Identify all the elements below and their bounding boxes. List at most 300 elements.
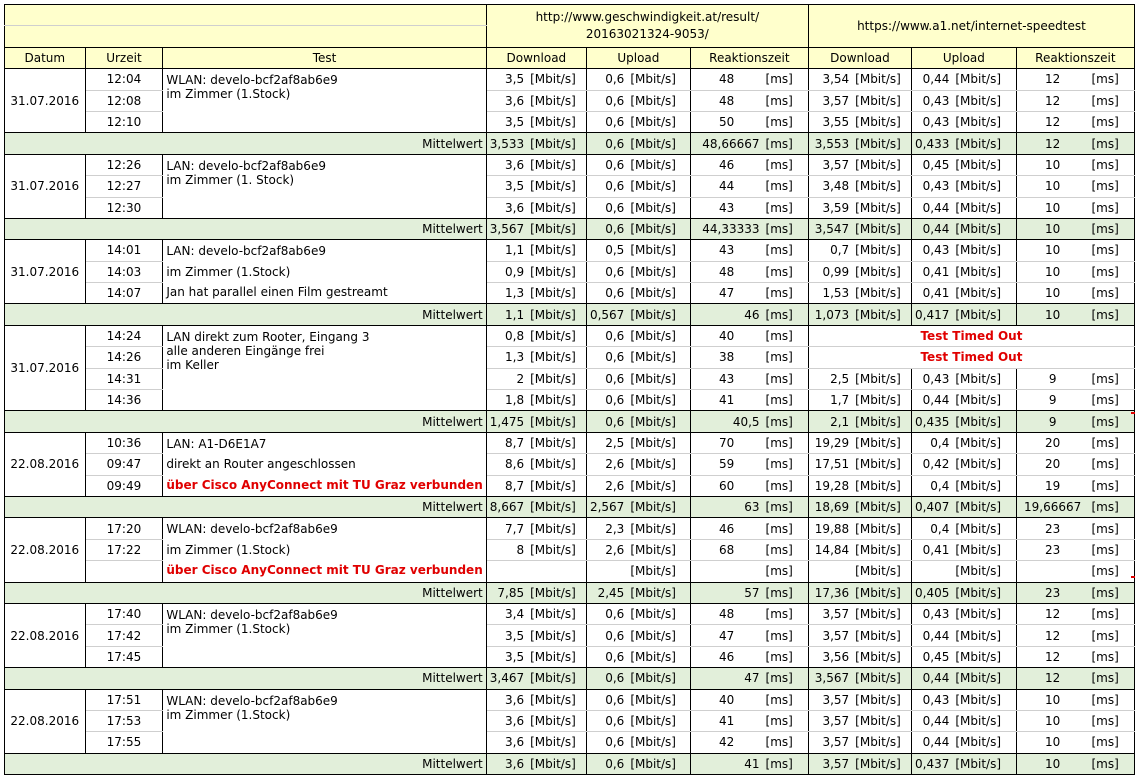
col-header-latency-a1: Reaktionszeit [1016, 47, 1134, 68]
upload-unit: [Mbit/s] [627, 240, 690, 261]
mean-a1-upload-value: 0,44 [912, 218, 953, 239]
a1-latency-unit: [ms] [1089, 90, 1135, 111]
download-unit: [Mbit/s] [527, 240, 586, 261]
a1-upload-value: 0,45 [912, 646, 953, 667]
a1-download-unit: [Mbit/s] [852, 475, 911, 496]
mean-label: Mittelwert [5, 496, 487, 517]
a1-upload-unit: [Mbit/s] [952, 90, 1016, 111]
a1-latency-value: 10 [1016, 710, 1088, 731]
a1-latency-unit: [ms] [1089, 240, 1135, 261]
test-line: LAN: develo-bcf2af8ab6e9 [166, 244, 326, 259]
upload-unit: [Mbit/s] [627, 432, 690, 453]
table-row [5, 154, 1135, 175]
a1-download-value: 3,57 [808, 90, 852, 111]
url-left-line-1: http://www.geschwindigkeit.at/result/ [535, 9, 760, 24]
mean-a1-latency-unit: [ms] [1089, 133, 1135, 154]
a1-latency-value: 12 [1016, 625, 1088, 646]
download-unit: [Mbit/s] [527, 390, 586, 411]
col-header-latency-g: Reaktionszeit [690, 47, 808, 68]
mean-a1-download-value: 3,567 [808, 668, 852, 689]
latency-unit: [ms] [763, 710, 809, 731]
latency-value: 43 [690, 368, 762, 389]
download-value: 3,5 [486, 646, 527, 667]
mean-row [5, 411, 1135, 432]
mean-upload-value: 0,6 [586, 668, 627, 689]
upload-value: 2,6 [586, 454, 627, 475]
latency-value: 59 [690, 454, 762, 475]
test-line: LAN direkt zum Rooter, Eingang 3 [166, 329, 370, 344]
a1-download-value: 3,57 [808, 625, 852, 646]
download-unit: [Mbit/s] [527, 111, 586, 132]
red-edge-mark [1131, 576, 1135, 578]
a1-upload-unit: [Mbit/s] [952, 368, 1016, 389]
upload-unit: [Mbit/s] [627, 518, 690, 539]
a1-download-unit: [Mbit/s] [852, 69, 911, 90]
download-value: 0,9 [486, 261, 527, 282]
a1-upload-value: 0,41 [912, 283, 953, 304]
upload-value: 0,6 [586, 347, 627, 368]
mean-a1-latency-unit: [ms] [1089, 218, 1135, 239]
download-unit: [Mbit/s] [527, 646, 586, 667]
a1-upload-value: 0,44 [912, 390, 953, 411]
a1-latency-unit: [ms] [1089, 154, 1135, 175]
red-edge-mark [1131, 412, 1135, 414]
a1-upload-value: 0,44 [912, 69, 953, 90]
a1-upload-unit: [Mbit/s] [952, 646, 1016, 667]
a1-download-value: 1,53 [808, 283, 852, 304]
test-line: im Zimmer (1.Stock) [166, 707, 291, 722]
upload-unit: [Mbit/s] [627, 732, 690, 753]
mean-a1-latency-unit: [ms] [1089, 411, 1135, 432]
a1-upload-value: 0,4 [912, 432, 953, 453]
a1-download-value: 3,57 [808, 732, 852, 753]
a1-upload-unit: [Mbit/s] [952, 240, 1016, 261]
upload-value: 2,3 [586, 518, 627, 539]
mean-upload-value: 0,6 [586, 753, 627, 774]
test-description [163, 325, 486, 411]
upload-value: 2,6 [586, 475, 627, 496]
a1-upload-value: 0,43 [912, 603, 953, 624]
a1-latency-value: 10 [1016, 154, 1088, 175]
a1-upload-value: 0,44 [912, 710, 953, 731]
upload-unit: [Mbit/s] [627, 646, 690, 667]
time-cell: 17:22 [85, 539, 163, 560]
mean-a1-download-unit: [Mbit/s] [852, 411, 911, 432]
a1-latency-value: 10 [1016, 689, 1088, 710]
download-unit: [Mbit/s] [527, 69, 586, 90]
mean-a1-download-value: 1,073 [808, 304, 852, 325]
a1-latency-unit: [ms] [1089, 390, 1135, 411]
mean-row [5, 753, 1135, 774]
mean-latency-value: 47 [690, 668, 762, 689]
header-columns-row [5, 47, 1135, 68]
upload-value: 0,6 [586, 646, 627, 667]
download-value: 8 [486, 539, 527, 560]
col-header-date: Datum [5, 47, 86, 68]
mean-download-unit: [Mbit/s] [527, 218, 586, 239]
a1-upload-value: 0,44 [912, 197, 953, 218]
table-row [5, 689, 1135, 710]
mean-a1-latency-value: 19,66667 [1016, 496, 1088, 517]
download-value: 3,6 [486, 154, 527, 175]
mean-download-unit: [Mbit/s] [527, 496, 586, 517]
a1-upload-value [912, 561, 953, 582]
mean-a1-upload-value: 0,435 [912, 411, 953, 432]
latency-value: 43 [690, 197, 762, 218]
upload-value: 0,6 [586, 689, 627, 710]
timeout-message: Test Timed Out [808, 325, 1134, 346]
a1-latency-value: 19 [1016, 475, 1088, 496]
upload-value: 0,6 [586, 69, 627, 90]
mean-a1-download-unit: [Mbit/s] [852, 496, 911, 517]
latency-unit: [ms] [763, 154, 809, 175]
download-value: 1,8 [486, 390, 527, 411]
a1-download-unit: [Mbit/s] [852, 197, 911, 218]
a1-upload-unit: [Mbit/s] [952, 261, 1016, 282]
a1-latency-unit: [ms] [1089, 732, 1135, 753]
latency-unit: [ms] [763, 111, 809, 132]
download-unit: [Mbit/s] [527, 347, 586, 368]
a1-latency-unit: [ms] [1089, 432, 1135, 453]
a1-download-unit: [Mbit/s] [852, 390, 911, 411]
mean-a1-upload-unit: [Mbit/s] [952, 496, 1016, 517]
a1-latency-value: 12 [1016, 111, 1088, 132]
mean-latency-value: 48,66667 [690, 133, 762, 154]
mean-download-unit: [Mbit/s] [527, 753, 586, 774]
test-line: im Zimmer (1.Stock) [166, 87, 291, 102]
a1-latency-unit: [ms] [1089, 539, 1135, 560]
latency-value: 47 [690, 283, 762, 304]
latency-value: 48 [690, 69, 762, 90]
a1-latency-unit: [ms] [1089, 689, 1135, 710]
header-blank-2 [5, 26, 487, 47]
a1-download-value: 19,88 [808, 518, 852, 539]
a1-latency-unit: [ms] [1089, 603, 1135, 624]
header-blank [5, 5, 487, 26]
a1-latency-unit: [ms] [1089, 454, 1135, 475]
time-cell: 12:10 [85, 111, 163, 132]
a1-download-unit: [Mbit/s] [852, 283, 911, 304]
upload-value: 2,6 [586, 539, 627, 560]
date-cell: 31.07.2016 [5, 154, 86, 218]
a1-latency-value: 10 [1016, 261, 1088, 282]
time-cell: 12:30 [85, 197, 163, 218]
latency-unit: [ms] [763, 261, 809, 282]
latency-unit: [ms] [763, 625, 809, 646]
download-unit: [Mbit/s] [527, 475, 586, 496]
mean-a1-latency-value: 10 [1016, 218, 1088, 239]
latency-value: 70 [690, 432, 762, 453]
mean-latency-value: 40,5 [690, 411, 762, 432]
timeout-message: Test Timed Out [808, 347, 1134, 368]
latency-unit: [ms] [763, 689, 809, 710]
upload-value: 0,6 [586, 197, 627, 218]
a1-latency-value: 12 [1016, 603, 1088, 624]
a1-upload-value: 0,43 [912, 90, 953, 111]
mean-upload-unit: [Mbit/s] [627, 496, 690, 517]
time-cell: 09:47 [85, 454, 163, 475]
date-cell: 22.08.2016 [5, 603, 86, 667]
latency-unit: [ms] [763, 390, 809, 411]
a1-upload-unit: [Mbit/s] [952, 176, 1016, 197]
a1-latency-value: 10 [1016, 732, 1088, 753]
upload-value: 0,6 [586, 710, 627, 731]
download-value: 8,7 [486, 432, 527, 453]
mean-download-value: 3,467 [486, 668, 527, 689]
date-cell: 22.08.2016 [5, 689, 86, 753]
download-unit: [Mbit/s] [527, 518, 586, 539]
mean-a1-latency-value: 10 [1016, 753, 1088, 774]
mean-label: Mittelwert [5, 304, 487, 325]
a1-download-unit: [Mbit/s] [852, 432, 911, 453]
latency-value: 40 [690, 325, 762, 346]
latency-unit: [ms] [763, 347, 809, 368]
upload-unit: [Mbit/s] [627, 261, 690, 282]
a1-download-unit: [Mbit/s] [852, 603, 911, 624]
table-row [5, 240, 1135, 261]
upload-value: 0,6 [586, 390, 627, 411]
a1-upload-value: 0,43 [912, 176, 953, 197]
download-unit: [Mbit/s] [527, 539, 586, 560]
mean-a1-download-value: 2,1 [808, 411, 852, 432]
download-unit: [Mbit/s] [527, 154, 586, 175]
mean-a1-latency-value: 23 [1016, 582, 1088, 603]
upload-unit: [Mbit/s] [627, 197, 690, 218]
mean-download-value: 7,85 [486, 582, 527, 603]
latency-unit: [ms] [763, 646, 809, 667]
latency-value [690, 561, 762, 582]
latency-value: 40 [690, 689, 762, 710]
latency-value: 46 [690, 646, 762, 667]
mean-row [5, 218, 1135, 239]
download-unit: [Mbit/s] [527, 368, 586, 389]
test-line: direkt an Router angeschlossen [166, 457, 356, 472]
col-header-upload-a1: Upload [912, 47, 1017, 68]
download-value: 3,6 [486, 710, 527, 731]
latency-value: 48 [690, 603, 762, 624]
mean-a1-download-value: 3,57 [808, 753, 852, 774]
a1-download-value: 14,84 [808, 539, 852, 560]
mean-a1-download-value: 3,547 [808, 218, 852, 239]
mean-latency-unit: [ms] [763, 218, 809, 239]
upload-value: 0,6 [586, 283, 627, 304]
a1-upload-unit: [Mbit/s] [952, 154, 1016, 175]
upload-unit: [Mbit/s] [627, 454, 690, 475]
upload-unit: [Mbit/s] [627, 368, 690, 389]
a1-download-value: 1,7 [808, 390, 852, 411]
a1-download-unit: [Mbit/s] [852, 154, 911, 175]
a1-latency-value: 10 [1016, 176, 1088, 197]
a1-upload-value: 0,43 [912, 368, 953, 389]
test-line: WLAN: develo-bcf2af8ab6e9 [166, 693, 338, 708]
mean-a1-download-unit: [Mbit/s] [852, 668, 911, 689]
a1-upload-unit: [Mbit/s] [952, 390, 1016, 411]
latency-value: 38 [690, 347, 762, 368]
time-cell: 17:20 [85, 518, 163, 539]
mean-a1-download-value: 3,553 [808, 133, 852, 154]
mean-upload-value: 0,6 [586, 218, 627, 239]
test-description [163, 432, 486, 496]
a1-upload-value: 0,44 [912, 625, 953, 646]
mean-latency-unit: [ms] [763, 668, 809, 689]
test-line: alle anderen Eingänge frei [166, 343, 325, 358]
download-unit: [Mbit/s] [527, 625, 586, 646]
mean-a1-upload-unit: [Mbit/s] [952, 753, 1016, 774]
mean-label: Mittelwert [5, 582, 487, 603]
latency-unit: [ms] [763, 603, 809, 624]
mean-a1-upload-unit: [Mbit/s] [952, 304, 1016, 325]
mean-a1-upload-unit: [Mbit/s] [952, 218, 1016, 239]
table-row [5, 603, 1135, 624]
mean-download-value: 3,567 [486, 218, 527, 239]
latency-unit: [ms] [763, 176, 809, 197]
a1-download-unit: [Mbit/s] [852, 368, 911, 389]
download-unit: [Mbit/s] [527, 732, 586, 753]
col-header-test: Test [163, 47, 486, 68]
test-line: LAN: develo-bcf2af8ab6e9 [166, 158, 326, 173]
a1-upload-value: 0,44 [912, 732, 953, 753]
a1-download-value: 17,51 [808, 454, 852, 475]
latency-value: 42 [690, 732, 762, 753]
download-value: 1,3 [486, 283, 527, 304]
time-cell: 10:36 [85, 432, 163, 453]
a1-download-value: 3,57 [808, 689, 852, 710]
a1-download-unit: [Mbit/s] [852, 625, 911, 646]
table-row [5, 69, 1135, 90]
mean-download-value: 3,533 [486, 133, 527, 154]
upload-value: 0,6 [586, 261, 627, 282]
date-cell: 31.07.2016 [5, 240, 86, 304]
mean-label: Mittelwert [5, 133, 487, 154]
a1-latency-unit: [ms] [1089, 197, 1135, 218]
download-value: 3,6 [486, 689, 527, 710]
a1-upload-unit: [Mbit/s] [952, 539, 1016, 560]
download-unit: [Mbit/s] [527, 176, 586, 197]
latency-value: 50 [690, 111, 762, 132]
test-line: WLAN: develo-bcf2af8ab6e9 [166, 522, 338, 537]
upload-value: 0,6 [586, 154, 627, 175]
col-header-download-a1: Download [808, 47, 911, 68]
mean-download-unit: [Mbit/s] [527, 582, 586, 603]
download-value: 3,6 [486, 197, 527, 218]
mean-label: Mittelwert [5, 218, 487, 239]
a1-download-unit: [Mbit/s] [852, 539, 911, 560]
latency-value: 60 [690, 475, 762, 496]
mean-upload-value: 0,567 [586, 304, 627, 325]
latency-value: 68 [690, 539, 762, 560]
a1-latency-value: 9 [1016, 390, 1088, 411]
download-unit: [Mbit/s] [527, 689, 586, 710]
upload-unit: [Mbit/s] [627, 603, 690, 624]
mean-download-value: 1,1 [486, 304, 527, 325]
time-cell: 14:24 [85, 325, 163, 346]
mean-row [5, 304, 1135, 325]
a1-download-value: 3,56 [808, 646, 852, 667]
a1-download-value: 3,48 [808, 176, 852, 197]
a1-latency-value: 10 [1016, 283, 1088, 304]
mean-row [5, 496, 1135, 517]
mean-row [5, 133, 1135, 154]
upload-value: 0,6 [586, 368, 627, 389]
mean-a1-latency-value: 12 [1016, 668, 1088, 689]
a1-upload-value: 0,41 [912, 539, 953, 560]
download-value: 8,7 [486, 475, 527, 496]
mean-download-unit: [Mbit/s] [527, 668, 586, 689]
mean-upload-unit: [Mbit/s] [627, 218, 690, 239]
a1-download-unit: [Mbit/s] [852, 646, 911, 667]
upload-value: 2,5 [586, 432, 627, 453]
latency-value: 48 [690, 90, 762, 111]
col-header-time: Urzeit [85, 47, 163, 68]
a1-download-value: 2,5 [808, 368, 852, 389]
test-line: im Zimmer (1.Stock) [166, 621, 291, 636]
a1-upload-unit: [Mbit/s] [952, 561, 1016, 582]
upload-unit: [Mbit/s] [627, 69, 690, 90]
latency-unit: [ms] [763, 90, 809, 111]
a1-upload-unit: [Mbit/s] [952, 432, 1016, 453]
upload-unit: [Mbit/s] [627, 390, 690, 411]
download-value: 3,4 [486, 603, 527, 624]
download-unit: [Mbit/s] [527, 261, 586, 282]
test-line: Jan hat parallel einen Film gestreamt [166, 285, 388, 300]
a1-latency-unit: [ms] [1089, 111, 1135, 132]
test-line: über Cisco AnyConnect mit TU Graz verbunden [166, 477, 483, 492]
mean-row [5, 582, 1135, 603]
upload-unit: [Mbit/s] [627, 539, 690, 560]
test-line: über Cisco AnyConnect mit TU Graz verbunden [166, 563, 483, 578]
mean-a1-upload-unit: [Mbit/s] [952, 133, 1016, 154]
latency-unit: [ms] [763, 454, 809, 475]
upload-unit: [Mbit/s] [627, 347, 690, 368]
mean-latency-unit: [ms] [763, 411, 809, 432]
a1-download-unit: [Mbit/s] [852, 111, 911, 132]
latency-value: 41 [690, 390, 762, 411]
mean-upload-unit: [Mbit/s] [627, 133, 690, 154]
date-cell: 31.07.2016 [5, 69, 86, 133]
time-cell: 14:01 [85, 240, 163, 261]
mean-a1-latency-unit: [ms] [1089, 582, 1135, 603]
mean-upload-value: 0,6 [586, 411, 627, 432]
a1-latency-value: 10 [1016, 240, 1088, 261]
mean-label: Mittelwert [5, 753, 487, 774]
a1-download-unit: [Mbit/s] [852, 518, 911, 539]
a1-download-unit: [Mbit/s] [852, 710, 911, 731]
mean-download-unit: [Mbit/s] [527, 304, 586, 325]
mean-row [5, 668, 1135, 689]
a1-latency-unit: [ms] [1089, 561, 1135, 582]
mean-a1-upload-value: 0,44 [912, 668, 953, 689]
date-cell: 22.08.2016 [5, 518, 86, 582]
mean-download-value: 3,6 [486, 753, 527, 774]
a1-latency-unit: [ms] [1089, 69, 1135, 90]
a1-upload-value: 0,43 [912, 240, 953, 261]
a1-upload-unit: [Mbit/s] [952, 710, 1016, 731]
mean-a1-upload-value: 0,437 [912, 753, 953, 774]
mean-a1-download-value: 17,36 [808, 582, 852, 603]
a1-upload-value: 0,4 [912, 518, 953, 539]
mean-latency-unit: [ms] [763, 582, 809, 603]
a1-download-unit: [Mbit/s] [852, 732, 911, 753]
mean-a1-download-unit: [Mbit/s] [852, 304, 911, 325]
a1-latency-value: 23 [1016, 518, 1088, 539]
a1-upload-unit: [Mbit/s] [952, 454, 1016, 475]
time-cell: 17:55 [85, 732, 163, 753]
time-cell: 14:31 [85, 368, 163, 389]
download-value: 3,6 [486, 732, 527, 753]
a1-latency-value [1016, 561, 1088, 582]
date-cell: 31.07.2016 [5, 325, 86, 411]
test-line: im Zimmer (1.Stock) [166, 264, 291, 279]
